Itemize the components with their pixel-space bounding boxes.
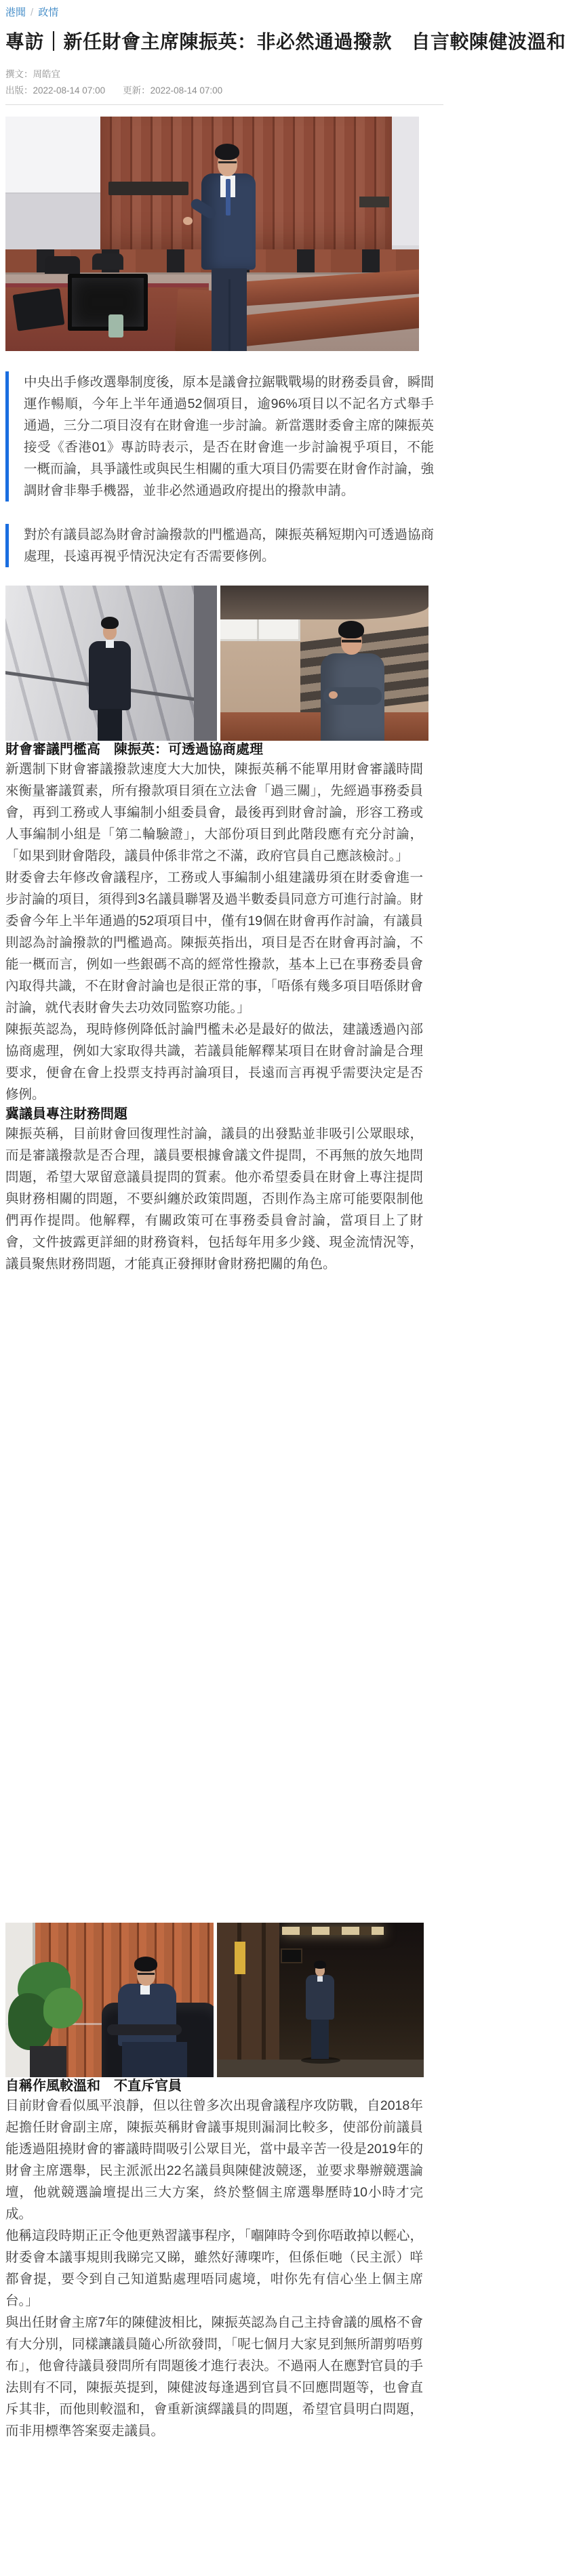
person-legs	[228, 279, 231, 351]
section-heading-3: 自稱作風較溫和 不直斥官員	[5, 2079, 182, 2093]
person-hair	[215, 144, 239, 160]
photo-row-2	[5, 1923, 443, 2077]
photo-chamber-arms-crossed[interactable]	[220, 586, 428, 741]
lead-quote-1: 中央出手修改選舉制度後，原本是議會拉鋸戰戰場的財務委員會，瞬間運作暢順，今年上半年通過52個項目，逾96%項目以不記名方式舉手通過，三分二項目沒有在財會進一步討論。新當選財委會主席的陳振英接受《香港01》專訪時表示，是否在財會進一步討論視乎項目，不能一概而論，具爭議性或與民生相關的重大項目仍需要在財會作討論，強調財會非舉手機器，並非必然通過政府提出的撥款申請。	[5, 371, 434, 502]
paragraph: 陳振英認為，現時修例降低討論門檻未必是最好的做法，建議透過內部協商處理，例如大家取得共識，若議員能解釋某項目在財會討論是合理要求，便會在會上投票支持再討論項目，長遠而言再視乎需要決定是否修例。	[5, 1022, 423, 1102]
person-hand	[329, 691, 338, 699]
yellow-sign	[235, 1942, 245, 1974]
monitor	[68, 274, 148, 331]
breadcrumb-separator: /	[31, 7, 34, 18]
person-shirt	[317, 1976, 323, 1982]
ceiling-band	[220, 586, 428, 619]
hero-photo-legco-chamber[interactable]	[5, 117, 419, 351]
updated-time: 更新：2022-08-14 07:00	[123, 85, 223, 96]
header-divider	[5, 104, 443, 105]
photo-walking-corridor[interactable]	[217, 1923, 424, 2077]
person-hand	[183, 217, 193, 225]
person-legs	[122, 2042, 187, 2077]
paragraph: 他稱這段時期正正令他更熟習議事程序，「嗰陣時令到你唔敢掉以輕心，財委會本議事規則我睇完又睇，雖然好薄㗎咋，但係佢哋（民主派）咩都會提，要令到自己知道點處理唔同處境，咁你先有信心坐上個主席台。」	[5, 2228, 423, 2308]
person-tie	[226, 179, 231, 216]
right-panel	[392, 117, 419, 245]
paragraph: 與出任財會主席7年的陳健波相比，陳振英認為自己主持會議的風格不會有大分別，同樣讓議員隨心所欲發問，「呢七個月大家見到無所謂剪唔剪布」，他會待議員發問所有問題後才進行表決。不過兩人在應對官員的手法則有不同，陳振英提到，陳健波每逢遇到官員不回應問題等，也會直斥其非，而他則較溫和，會重新演繹議員的問題，希望官員明白問題，而非用標準答案耍走議員。	[5, 2315, 423, 2438]
person-legs	[311, 2020, 329, 2059]
photo-portrait-corridor[interactable]	[5, 586, 217, 741]
paragraph: 陳振英稱，目前財會回復理性討論，議員的出發點並非吸引公眾眼球，而是審議撥款是否合理，議員要根據會議文件提問，不再無的放矢地問問題，希望大眾留意議員提問的質素。他亦希望委員在財會上專注提問與財務相關的問題，不要糾纏於政策問題，否則作為主席可能要限制他們再作提問。他解釋，有關政策可在事務委員會討論，當項目上了財會，文件披露更詳細的財務資料，包括每年用多少錢、現金流情況等，議員聚焦財務問題，才能真正發揮財會財務把關的角色。	[5, 1126, 423, 1271]
person-glasses	[138, 1973, 155, 1975]
page-title: 專訪｜新任財會主席陳振英：非必然通過撥款 自言較陳健波溫和	[5, 31, 566, 52]
chair	[92, 253, 123, 270]
paragraph: 財委會去年修改會議程序，工務或人事編制小組建議毋須在財委會進一步討論的項目，須得到3名議員聯署及過半數委員同意方可進行討論。財委會今年上半年通過的52項項目中，僅有19個在財會再作討論，有議員則認為討論撥款的門檻過高。陳振英指出，項目是否在財會再討論，不能一概而言，例如一些銀碼不高的經常性撥款，基本上已在事務委員會內取得共識，不在財會討論也是很正常的事，「唔係有幾多項目唔係財會討論，就代表財會失去功效同監察功能。」	[5, 870, 423, 1015]
chair	[45, 256, 80, 274]
paragraph: 目前財會看似風平浪靜，但以往曾多次出現會議程序攻防戰，自2018年起擔任財會副主席，陳振英稱財會議事規則漏洞比較多，使部份前議員能透過阻撓財會的審議時間吸引公眾目光，當中最辛苦一役是2019年的財會主席選舉，民主派派出22名議員與陳健波競逐，並要求舉辦競選論壇，他就競選論壇提出三大方案，終於整個主席選舉歷時10小時才完成。	[5, 2098, 423, 2222]
photo-row-1	[5, 586, 443, 741]
projection-screen	[5, 117, 100, 194]
byline	[5, 69, 443, 80]
wall-vent	[359, 197, 389, 207]
breadcrumb-link-subsection[interactable]: 政情	[38, 7, 59, 18]
paragraph: 新選制下財會審議撥款速度大大加快，陳振英稱不能單用財會審議時間來衡量審議質素，所有撥款項目須在立法會「過三關」，先經過事務委員會，再到工務或人事編制小組委員會，最後再到財會討論，形容工務或人事編制小組是「第二輪驗證」，大部份項目到此階段應有充分討論，「如果到財會階段，議員仲係非常之不滿，政府官員自己應該檢討。」	[5, 762, 423, 863]
section-heading-2: 冀議員專注財務問題	[5, 1107, 127, 1122]
wall-vent	[108, 182, 188, 195]
section-heading-1: 財會審議門檻高 陳振英：可透過協商處理	[5, 742, 263, 757]
person-hair	[338, 621, 364, 638]
ceiling-lights	[282, 1927, 384, 1935]
doorway	[194, 586, 217, 741]
plant-pot	[30, 2046, 66, 2077]
corridor-doors	[217, 1923, 279, 2077]
person-glasses	[218, 161, 237, 163]
chair-armrest	[107, 2024, 182, 2035]
photo-seated-interview[interactable]	[5, 1923, 214, 2077]
publish-dates	[5, 85, 443, 96]
published-time: 出版：2022-08-14 07:00	[5, 85, 106, 96]
person-legs	[98, 709, 122, 741]
tablet	[13, 288, 65, 331]
person-shirt	[140, 1985, 150, 1995]
person-suit	[89, 641, 131, 710]
author-label: 撰文：	[5, 69, 33, 79]
person-hair	[134, 1957, 157, 1971]
person-glasses	[342, 640, 361, 642]
article-content	[5, 0, 566, 2442]
lead-quote-2: 對於有議員認為財會討論撥款的門檻過高，陳振英稱短期內可透過協商處理，長遠再視乎情況決定有否需要修例。	[5, 524, 434, 567]
cup	[108, 314, 123, 338]
room-number-plate	[282, 1950, 301, 1962]
person-hair	[101, 617, 119, 629]
author-link[interactable]: 周皓宜	[33, 69, 60, 79]
person-hair	[314, 1961, 326, 1969]
breadcrumb-link-section[interactable]: 港聞	[5, 7, 26, 18]
breadcrumb	[5, 7, 443, 19]
person-shirt	[106, 640, 114, 648]
ad-slot-empty	[5, 1275, 443, 1923]
